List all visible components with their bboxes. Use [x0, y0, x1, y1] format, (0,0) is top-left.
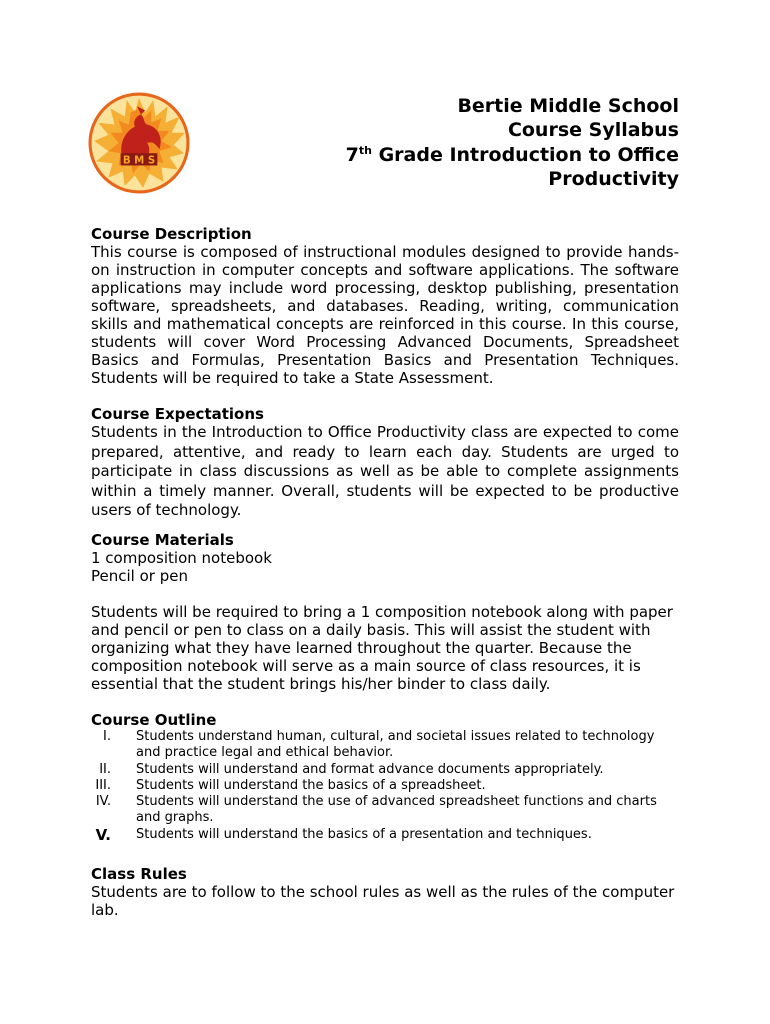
outline-item	[91, 729, 679, 762]
outline-text: Students will understand the use of advanced spreadsheet functions and charts and graphs.	[136, 794, 657, 826]
class-rules-body: Students are to follow to the school rules as well as the rules of the computer lab.	[91, 883, 675, 919]
materials-item: Pencil or pen	[91, 567, 188, 585]
outline-text: Students will understand the basics of a spreadsheet.	[136, 777, 486, 793]
course-expectations-heading: Course Expectations	[91, 405, 264, 423]
course-expectations-body: Students in the Introduction to Office Productivity class are expected to come prepared, attentive, and ready to learn each day. Students are urged to participate in class discussions as well as be able to complete assignments within a timely manner. Overall, students will be expected to be productive users of technology.	[91, 423, 679, 520]
outline-numeral: III.	[95, 777, 111, 793]
outline-numeral: II.	[99, 761, 111, 777]
grade-suffix: th	[358, 143, 372, 157]
class-rules-section	[91, 865, 679, 919]
outline-item	[91, 762, 679, 778]
course-materials-body: Students will be required to bring a 1 composition notebook along with paper and pencil or pen to class on a daily basis. This will assist the student with organizing what they have learned throughout the quarter. Because the composition notebook will serve as a main source of class resources, it is essential that the student brings his/her binder to class daily.	[91, 603, 673, 693]
svg-text:B M S: B M S	[122, 155, 156, 167]
course-outline-list	[91, 729, 679, 843]
outline-item	[91, 794, 679, 827]
course-description-section	[91, 225, 679, 387]
document-type: Course Syllabus	[507, 119, 679, 142]
dragon-flame-emblem-icon	[88, 92, 190, 194]
course-outline-section	[91, 711, 679, 843]
outline-text: Students will understand the basics of a presentation and techniques.	[136, 826, 592, 842]
syllabus-header	[346, 94, 679, 191]
course-title-line2: Productivity	[548, 167, 679, 190]
course-title	[346, 143, 679, 167]
outline-item	[91, 778, 679, 794]
course-materials-section	[91, 531, 679, 693]
outline-item	[91, 827, 679, 843]
course-title-line1: Grade Introduction to Office	[378, 143, 679, 166]
outline-numeral: IV.	[95, 794, 111, 810]
grade-number: 7	[345, 143, 359, 166]
class-rules-heading: Class Rules	[91, 865, 187, 883]
materials-item: 1 composition notebook	[91, 549, 272, 567]
outline-numeral: V.	[95, 825, 111, 844]
school-name: Bertie Middle School	[457, 95, 679, 117]
outline-text: Students will understand and format advance documents appropriately.	[136, 761, 604, 777]
course-expectations-section	[91, 405, 679, 521]
outline-text: Students understand human, cultural, and societal issues related to technology and practice legal and ethical behavior.	[136, 729, 655, 761]
course-outline-heading: Course Outline	[91, 711, 217, 729]
course-description-body: This course is composed of instructional modules designed to provide hands-on instruction in computer concepts and software applications. The software applications may include word processing, desktop publishing, presentation software, spreadsheets, and databases. Reading, writing, communication skills and mathematical concepts are reinforced in this course. In this course, students will cover Word Processing Advanced Documents, Spreadsheet Basics and Formulas, Presentation Basics and Presentation Techniques. Students will be required to take a State Assessment.	[91, 243, 679, 387]
course-description-heading: Course Description	[91, 225, 252, 243]
outline-numeral: I.	[103, 729, 111, 744]
course-materials-heading: Course Materials	[91, 531, 234, 549]
